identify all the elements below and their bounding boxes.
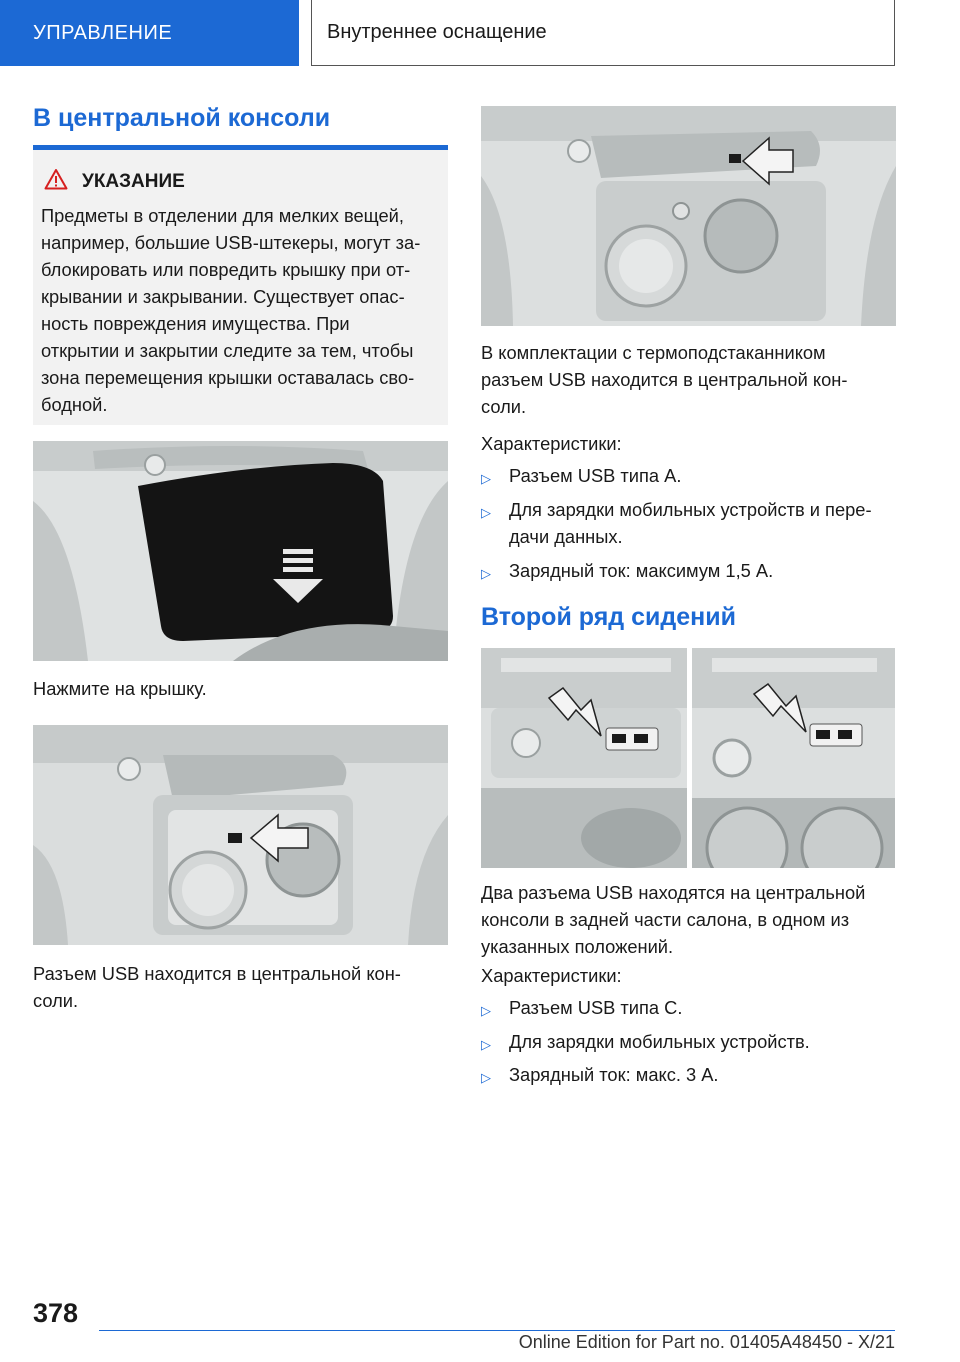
usb-c-port-icon	[612, 734, 626, 743]
usb-port-icon	[228, 833, 242, 843]
photo-press-lid	[33, 441, 448, 661]
warning-line: ность повреждения имущества. При	[41, 313, 350, 334]
usb-c-port-icon	[816, 730, 830, 739]
warning-line: блокировать или повредить крышку при от-	[41, 259, 411, 280]
feature-item	[481, 496, 899, 550]
feature-item	[481, 557, 899, 587]
feature-item	[481, 462, 899, 492]
feature-text: Разъем USB типа A.	[509, 465, 682, 486]
page-number: 378	[33, 1298, 79, 1328]
chapter-header	[311, 0, 895, 66]
caption-line: указанных положений.	[481, 936, 674, 957]
section-label: УПРАВЛЕНИЕ	[33, 21, 173, 44]
warning-line: Предметы в отделении для мелких вещей,	[41, 205, 404, 226]
rear-feature-item	[481, 1028, 899, 1058]
section-title-second-row: Второй ряд сидений	[481, 603, 736, 631]
warning-label: УКАЗАНИЕ	[82, 171, 185, 192]
chapter-label: Внутреннее оснащение	[327, 21, 547, 43]
feature-text: Для зарядки мобильных устройств и пере- дачи данных.	[509, 499, 872, 547]
caption-line: соли.	[33, 990, 79, 1011]
caption-line: разъем USB находится в центральной кон-	[481, 369, 848, 390]
bullet-triangle-icon: ▷	[481, 471, 491, 486]
caption-usb-console	[33, 960, 401, 1014]
rear-features-label: Характеристики:	[481, 965, 622, 986]
warning-line: зона перемещения крышки оставалась сво-	[41, 367, 415, 388]
warning-line: открытии и закрытии следите за тем, чтобы	[41, 340, 414, 361]
caption-line: консоли в задней части салона, в одном из	[481, 909, 850, 930]
bullet-triangle-icon: ▷	[481, 1037, 491, 1052]
rear-feature-item	[481, 1061, 899, 1091]
caption-line: соли.	[481, 396, 527, 417]
bullet-triangle-icon: ▷	[481, 505, 491, 520]
caption-line: Два разъема USB находятся на центральной	[481, 882, 866, 903]
features-label: Характеристики:	[481, 433, 622, 454]
warning-line: например, большие USB-штекеры, могут за-	[41, 232, 421, 253]
usb-c-port-icon	[838, 730, 852, 739]
warning-line: крывании и закрывании. Существует опас-	[41, 286, 405, 307]
caption-press-lid: Нажмите на крышку.	[33, 678, 207, 699]
feature-text: Зарядный ток: максимум 1,5 A.	[509, 560, 774, 581]
photo-usb-console	[33, 725, 448, 945]
warning-header	[44, 168, 440, 196]
warning-triangle-icon	[44, 168, 82, 196]
caption-line: В комплектации с термоподстаканником	[481, 342, 826, 363]
caption-line: Разъем USB находится в центральной кон-	[33, 963, 401, 984]
photo-usb-cupholder	[481, 106, 896, 326]
section-tab	[0, 0, 299, 66]
usb-c-port-icon	[634, 734, 648, 743]
warning-line: бодной.	[41, 394, 108, 415]
feature-text: Для зарядки мобильных устройств.	[509, 1031, 810, 1052]
section-title-center-console: В центральной консоли	[33, 104, 331, 132]
edition-note: Online Edition for Part no. 01405A48450 - X/21	[518, 1332, 895, 1352]
photo-rear-usb-position-1	[481, 648, 687, 868]
caption-usb-cupholder	[481, 339, 847, 420]
feature-text: Разъем USB типа C.	[509, 997, 683, 1018]
warning-box	[33, 150, 448, 425]
feature-text: Зарядный ток: макс. 3 A.	[509, 1064, 719, 1085]
footer-rule	[99, 1330, 895, 1331]
rear-feature-item	[481, 994, 899, 1024]
bullet-triangle-icon: ▷	[481, 1003, 491, 1018]
warning-text	[41, 202, 440, 418]
caption-rear-usb	[481, 879, 865, 960]
bullet-triangle-icon: ▷	[481, 1070, 491, 1085]
photo-rear-usb-position-2	[692, 648, 895, 868]
usb-port-icon	[729, 154, 741, 163]
bullet-triangle-icon: ▷	[481, 566, 491, 581]
